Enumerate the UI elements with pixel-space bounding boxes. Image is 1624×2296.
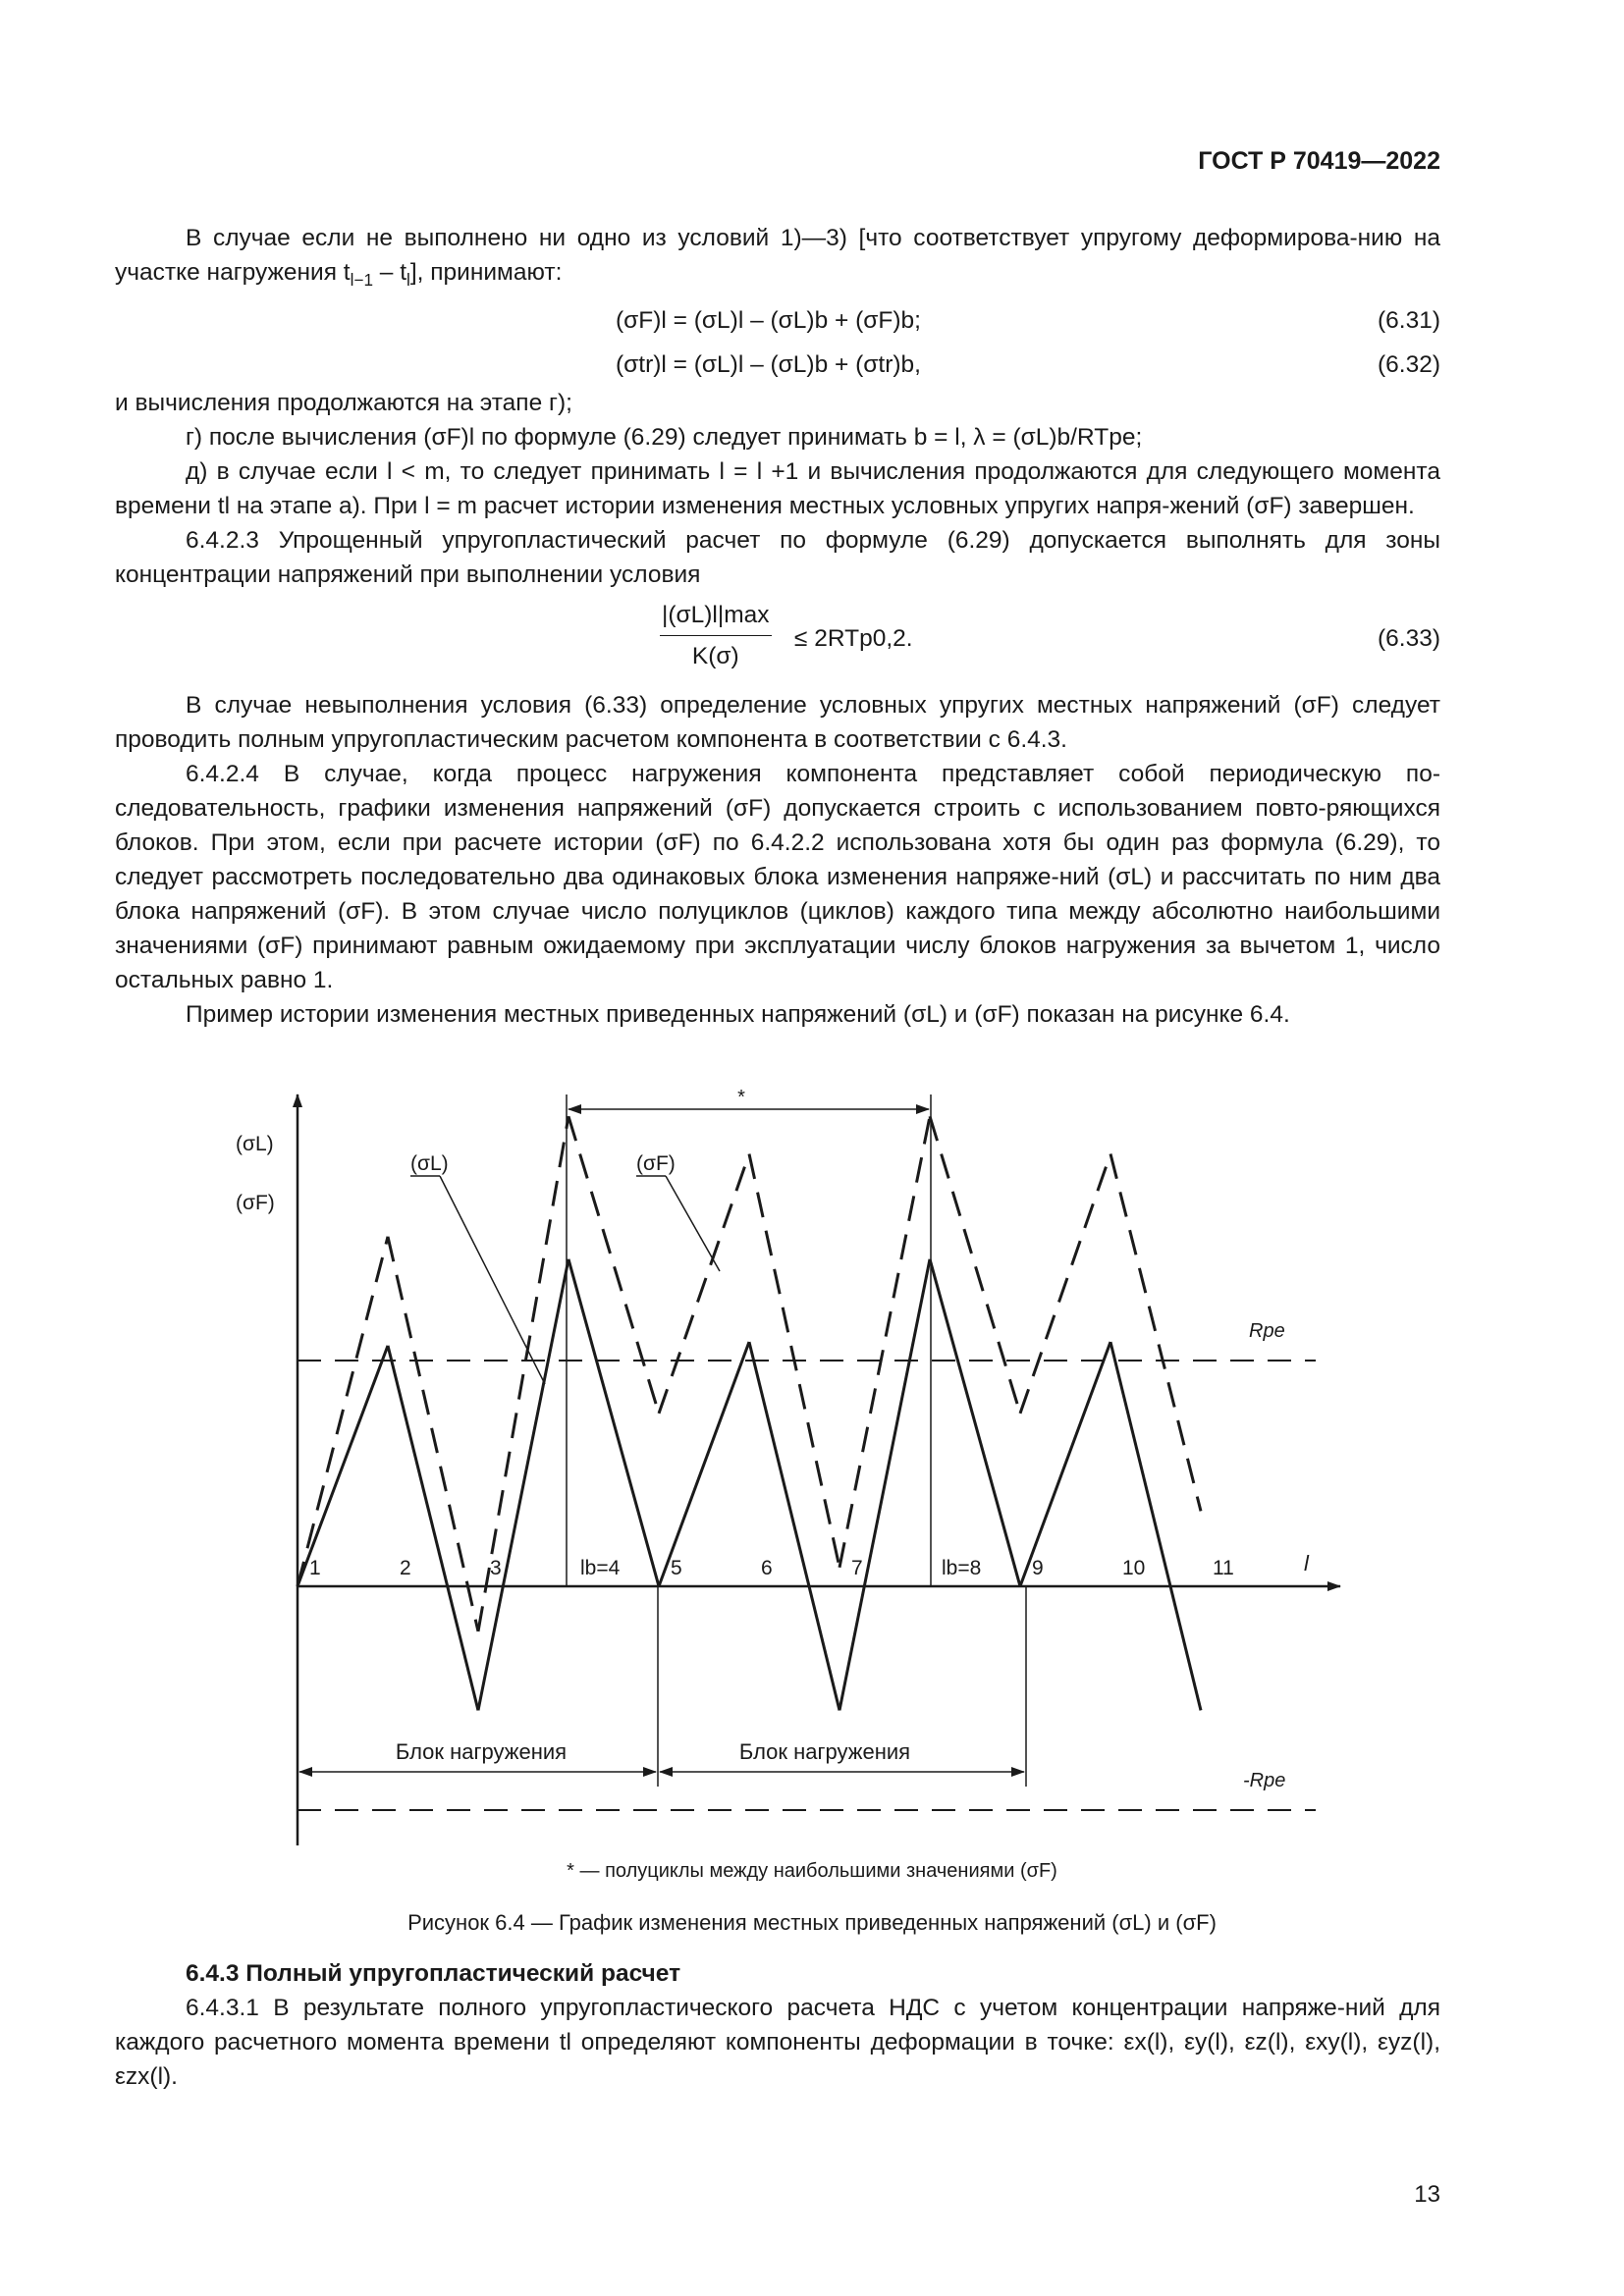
tick-label-11: 11 <box>1213 1557 1234 1579</box>
sigma-l-segment-7 <box>839 1259 930 1711</box>
block-label-2: Блок нагружения <box>738 1739 911 1764</box>
sigma-l-segment-8 <box>930 1259 1020 1586</box>
tick-label-1: 1 <box>309 1557 321 1579</box>
fraction-6-33 <box>660 598 772 673</box>
curve-label-sigma-f: (σF) <box>636 1152 676 1175</box>
paragraph-continue: и вычисления продолжаются на этапе г); <box>115 389 572 416</box>
sigma-l-segment-3 <box>478 1259 568 1711</box>
equation-6-31 <box>115 297 1440 342</box>
y-axis-label-sigma-f: (σF) <box>236 1192 275 1214</box>
figure-caption: Рисунок 6.4 — График изменения местных приведенных напряжений (σL) и (σF) <box>407 1910 1217 1935</box>
fraction-denominator: K(σ) <box>691 642 739 669</box>
formula-6-32: (σtr)l = (σL)l – (σL)b + (σtr)b, <box>616 350 921 378</box>
rpe-label: Rpe <box>1249 1320 1285 1342</box>
para1-sub2: l <box>406 269 410 290</box>
equation-number-6-33: (6.33) <box>1377 624 1440 652</box>
sigma-f-segment-7 <box>839 1116 930 1568</box>
figure-6-4 <box>0 1060 1624 1924</box>
para1-mid: – t <box>372 259 407 286</box>
x-axis-label: l <box>1304 1551 1309 1575</box>
leader-sigma-f <box>666 1176 720 1271</box>
equation-number-6-32: (6.32) <box>1377 350 1440 378</box>
leader-sigma-l <box>440 1176 545 1384</box>
document-code: ГОСТ Р 70419—2022 <box>1198 147 1440 175</box>
sigma-l-segment-6 <box>749 1342 839 1710</box>
paragraph-failure-condition: В случае невыполнения условия (6.33) определение условных упругих местных напряжений (σF) следует проводить полным упругопластическим расчетом компонента в соответствии с 6.4.3. <box>115 691 1440 753</box>
sigma-f-segment-1 <box>298 1237 388 1586</box>
series-sigma-l <box>298 1259 1201 1711</box>
tick-label-2: 2 <box>400 1557 411 1579</box>
sigma-f-segment-3 <box>478 1116 568 1631</box>
paragraph-6-4-2-3: 6.4.2.3 Упрощенный упругопластический расчет по формуле (6.29) допускается выполнять для зоны концентрации напряжений при выполнении условия <box>115 526 1440 588</box>
para1-start: В случае если не выполнено ни одно из условий 1)—3) [что соответствует упругому деформирова-нию на участке нагружения t <box>115 225 1440 286</box>
tick-label-8: lb=8 <box>942 1557 982 1579</box>
curve-label-sigma-l: (σL) <box>410 1152 449 1175</box>
formula-6-31: (σF)l = (σL)l – (σL)b + (σF)b; <box>616 306 921 334</box>
equation-number-6-31: (6.31) <box>1377 306 1440 334</box>
sigma-l-segment-4 <box>568 1259 659 1586</box>
fraction-numerator: |(σL)l|max <box>660 598 772 636</box>
tick-label-10: 10 <box>1122 1557 1146 1579</box>
para1-sub1: l−1 <box>350 269 373 290</box>
fraction-rhs: ≤ 2RTp0,2. <box>794 624 913 652</box>
y-axis-label-sigma-l: (σL) <box>236 1133 274 1155</box>
tick-labels <box>309 1557 1234 1579</box>
star-label: * <box>737 1087 745 1108</box>
tick-label-3: 3 <box>490 1557 502 1579</box>
tick-label-4: lb=4 <box>580 1557 621 1579</box>
equation-6-32 <box>115 342 1440 386</box>
tick-label-6: 6 <box>761 1557 773 1579</box>
neg-rpe-label: -Rpe <box>1243 1770 1286 1791</box>
sigma-l-segment-9 <box>1020 1342 1110 1586</box>
equation-6-33 <box>115 598 1440 682</box>
series-sigma-f <box>298 1116 1201 1631</box>
paragraph-condition <box>115 221 1440 297</box>
block-label-1: Блок нагружения <box>395 1739 568 1764</box>
stress-history-chart <box>0 1060 1624 1924</box>
figure-note: * — полуциклы между наибольшими значениями (σF) <box>567 1860 1057 1882</box>
sigma-l-segment-1 <box>298 1346 388 1586</box>
tick-label-7: 7 <box>851 1557 863 1579</box>
para1-end: ], принимают: <box>409 259 563 286</box>
sigma-l-segment-5 <box>659 1342 749 1586</box>
page-number: 13 <box>1414 2181 1440 2208</box>
tick-label-9: 9 <box>1032 1557 1044 1579</box>
tick-label-5: 5 <box>671 1557 682 1579</box>
section-paragraph: 6.4.3.1 В результате полного упругопластического расчета НДС с учетом концентрации напряже-ний для каждого расчетного момента времени tl определяют компоненты деформации в точке: εx(l), εy(l), εz(l), εxy(l), εyz(l), εzx(l). <box>115 1995 1440 2090</box>
sigma-l-segment-2 <box>388 1346 478 1711</box>
body-text <box>115 221 1440 1032</box>
sigma-f-segment-10 <box>1110 1154 1201 1512</box>
paragraph-6-4-2-4: 6.4.2.4 В случае, когда процесс нагружения компонента представляет собой периодическую по-следовательность, графики изменения напряжений (σF) допускается строить с использованием повто-ряющихся блоков. При этом, если при расчете истории (σF) по 6.4.2.2 использована хотя бы один раз формула (6.29), то следует рассмотреть последовательно два одинаковых блока изменения напряже-ний (σL) и рассчитать по ним два блока напряжений (σF). В этом случае число полуциклов (циклов) каждого типа между абсолютно наибольшими значениями (σF) принимают равным ожидаемому при эксплуатации числу блоков нагружения за вычетом 1, число остальных равно 1. <box>115 760 1440 993</box>
sigma-l-segment-10 <box>1110 1342 1201 1710</box>
paragraph-step-d: д) в случае если l < m, то следует принимать l = l +1 и вычисления продолжаются для следующего момента времени tl на этапе а). При l = m расчет истории изменения местных условных упругих напря-жений (σF) завершен. <box>115 457 1440 519</box>
section-6-4-3 <box>115 1956 1440 2094</box>
paragraph-figure-ref: Пример истории изменения местных приведенных напряжений (σL) и (σF) показан на рисунке 6.4. <box>186 1000 1290 1028</box>
sigma-f-segment-8 <box>930 1116 1020 1414</box>
section-title: 6.4.3 Полный упругопластический расчет <box>186 1960 681 1987</box>
paragraph-step-g: г) после вычисления (σF)l по формуле (6.29) следует принимать b = l, λ = (σL)b/RTpe; <box>186 423 1143 451</box>
